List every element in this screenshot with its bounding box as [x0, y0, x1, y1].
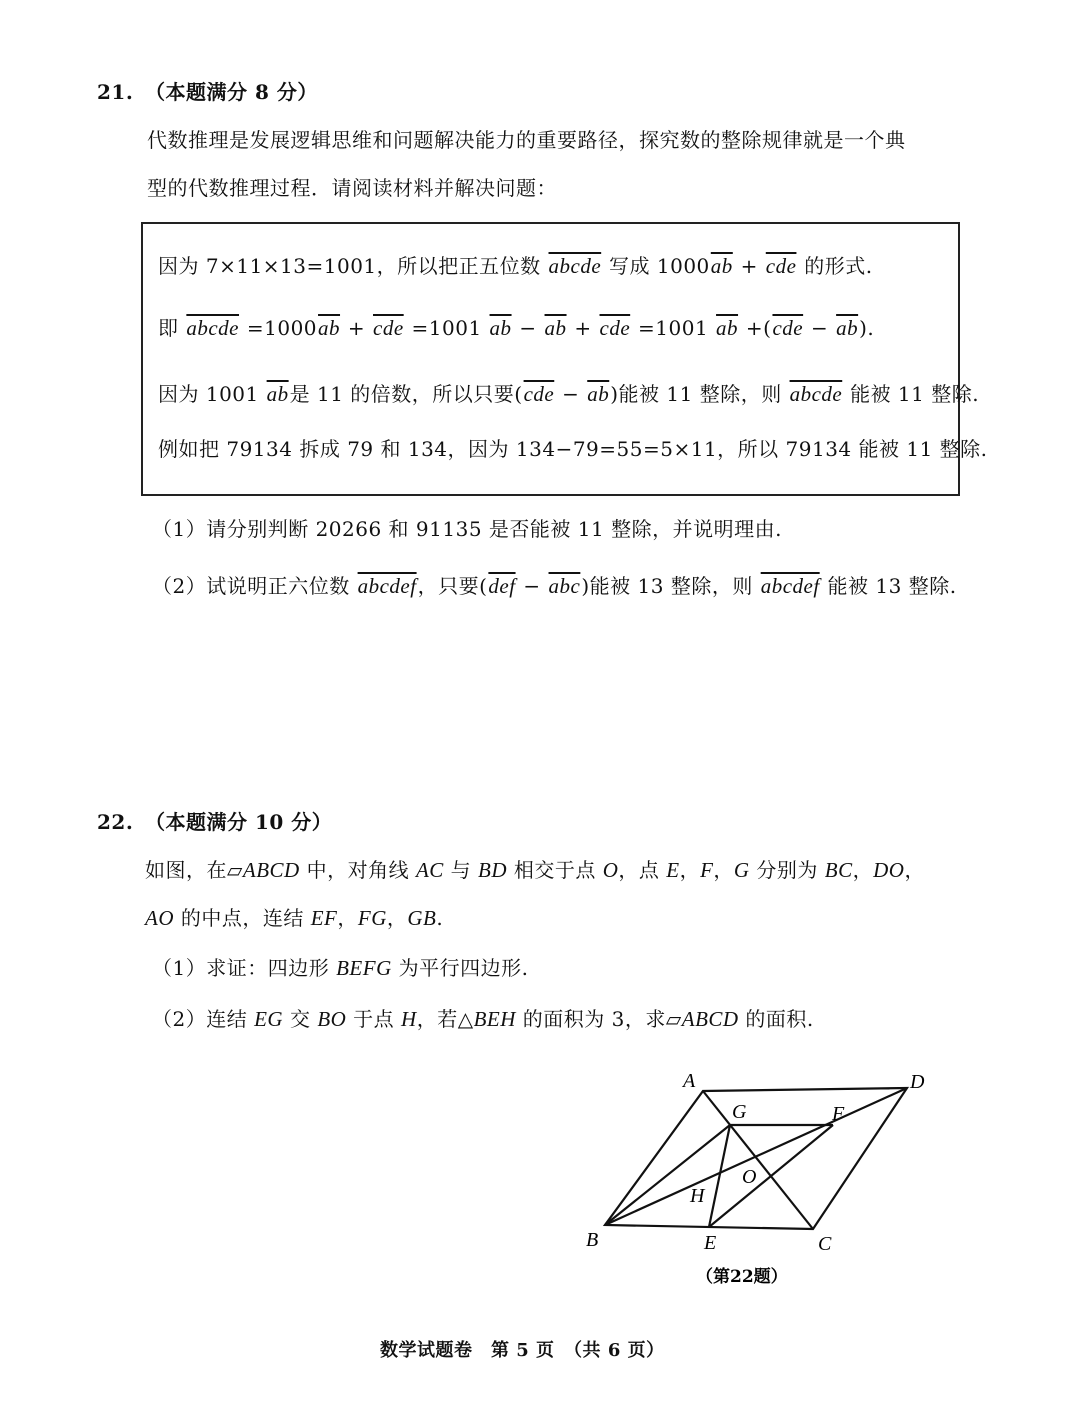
overlined-number: abcdef — [760, 574, 820, 598]
label-f: F — [832, 1103, 845, 1125]
text-run: . — [436, 906, 444, 930]
text-run: （2）连结 — [152, 1007, 255, 1031]
overlined-number: abcde — [548, 254, 602, 278]
math-symbol: ABCD — [681, 1007, 739, 1031]
text-run: （2）试说明正六位数 — [152, 574, 357, 598]
diagonal-ac — [703, 1091, 813, 1229]
overlined-number: $\overline{cde}$ — [373, 316, 404, 340]
text-run: 例如把 79134 拆成 79 和 134，因为 134−79=55=5×11，所以 79134 能被 11 整除. — [158, 437, 988, 461]
text-run: )能被 11 整除，则 — [610, 382, 789, 406]
text-run: 代数推理是发展逻辑思维和问题解决能力的重要路径，探究数的整除规律就是一个典 — [147, 128, 906, 152]
text-run: 交 — [283, 1007, 318, 1031]
overlined-number: $\overline{ab}$ — [489, 316, 512, 340]
text-run: 即 — [158, 316, 186, 340]
text-run: 因为 1001 — [158, 382, 266, 406]
text-run: ，若△ — [416, 1007, 474, 1031]
text-run: =1001 — [404, 316, 489, 340]
text-run: +( — [739, 316, 772, 340]
label-c: C — [818, 1233, 832, 1255]
text-run: ， — [337, 906, 358, 930]
text-run: 能被 13 整除. — [820, 574, 957, 598]
overlined-number: $\overline{cde}$ — [772, 316, 804, 340]
overlined-number: $\overline{ab}$ — [716, 316, 739, 340]
text-run: − — [804, 316, 836, 340]
text-run: =1000 — [240, 316, 318, 340]
overlined-number: $\overline{cde}$ — [599, 316, 631, 340]
math-symbol: O — [602, 858, 619, 882]
overlined-number: $\overline{abc}$ — [548, 574, 581, 598]
text-run: ， — [386, 906, 408, 930]
text-run: （1）请分别判断 20266 和 91135 是否能被 11 整除，并说明理由. — [152, 517, 782, 541]
text-run: ， — [679, 858, 701, 882]
label-h: H — [690, 1185, 705, 1207]
text-run: 因为 7×11×13=1001，所以把正五位数 — [158, 254, 548, 278]
text-run: ，点 — [618, 858, 667, 882]
overlined-number: $\overline{cde}$ — [523, 382, 555, 406]
overlined-number: abcde — [186, 316, 240, 340]
text-run: − — [516, 574, 548, 598]
overlined-number: $\overline{ab}$ — [710, 254, 733, 278]
math-symbol: AC — [415, 858, 444, 882]
math-symbol: BEFG — [336, 956, 392, 980]
text-run: 分别为 — [749, 858, 825, 882]
math-symbol: BO — [317, 1007, 347, 1031]
math-symbol: E — [666, 858, 680, 882]
q21-points: （本题满分 8 分） — [145, 80, 318, 104]
math-symbol: G — [733, 858, 750, 882]
label-d: D — [910, 1071, 925, 1093]
label-b: B — [586, 1229, 599, 1251]
text-run: 的面积. — [738, 1007, 814, 1031]
label-g: G — [732, 1101, 747, 1123]
math-symbol: AO — [145, 906, 174, 930]
page-footer: 数学试题卷 第 5 页 （共 6 页） — [380, 1340, 665, 1361]
label-e: E — [704, 1232, 717, 1254]
text-run: 的形式. — [797, 254, 873, 278]
text-run: 是 11 的倍数，所以只要( — [289, 382, 523, 406]
math-symbol: BC — [824, 858, 853, 882]
text-run: ， — [852, 858, 874, 882]
math-symbol: FG — [357, 906, 387, 930]
figure-caption: （第22题） — [696, 1267, 788, 1287]
overlined-number: $\overline{ab}$ — [836, 316, 859, 340]
overlined-number: $\overline{ab}$ — [587, 382, 610, 406]
text-run: − — [512, 316, 544, 340]
q22-points: （本题满分 10 分） — [145, 810, 333, 834]
text-run: （1）求证：四边形 — [152, 956, 337, 980]
text-run: + — [341, 316, 373, 340]
text-run: ， — [904, 858, 925, 882]
math-symbol: BD — [478, 858, 507, 882]
text-run: 为平行四边形. — [391, 956, 529, 980]
math-symbol: GB — [407, 906, 437, 930]
text-run: 能被 11 整除. — [843, 382, 980, 406]
overlined-number: $\overline{ab}$ — [318, 316, 341, 340]
text-run: + — [733, 254, 765, 278]
math-symbol: BEH — [473, 1007, 516, 1031]
q22-number: 22. — [97, 810, 134, 834]
overlined-number: $\overline{ab}$ — [266, 382, 289, 406]
label-o: O — [742, 1166, 757, 1188]
overlined-number: $\overline{ab}$ — [544, 316, 567, 340]
text-run: 相交于点 — [507, 858, 603, 882]
overlined-number: abcdef — [357, 574, 417, 598]
q21-number: 21. — [97, 80, 134, 104]
text-run: )能被 13 整除，则 — [581, 574, 760, 598]
math-symbol: H — [401, 1007, 417, 1031]
math-symbol: EF — [310, 906, 338, 930]
text-run: 如图，在▱ — [145, 858, 243, 882]
text-run: =1001 — [631, 316, 716, 340]
text-run: 的中点，连结 — [174, 906, 311, 930]
label-a: A — [683, 1070, 696, 1092]
overlined-number: $\overline{cde}$ — [765, 254, 797, 278]
text-run: − — [555, 382, 587, 406]
math-symbol: DO — [873, 858, 905, 882]
text-run: 与 — [443, 858, 478, 882]
text-run: + — [567, 316, 599, 340]
text-run: 的面积为 3，求▱ — [515, 1007, 682, 1031]
text-run: 于点 — [346, 1007, 402, 1031]
text-run: 写成 1000 — [602, 254, 710, 278]
text-run: ). — [859, 316, 875, 340]
overlined-number: abcde — [789, 382, 843, 406]
math-symbol: F — [700, 858, 714, 882]
text-run: ，只要( — [417, 574, 488, 598]
text-run: ， — [713, 858, 734, 882]
math-symbol: ABCD — [242, 858, 300, 882]
overlined-number: $\overline{def}$ — [488, 574, 516, 598]
text-run: 中，对角线 — [299, 858, 416, 882]
math-symbol: EG — [254, 1007, 284, 1031]
text-run: 型的代数推理过程．请阅读材料并解决问题： — [147, 176, 557, 200]
